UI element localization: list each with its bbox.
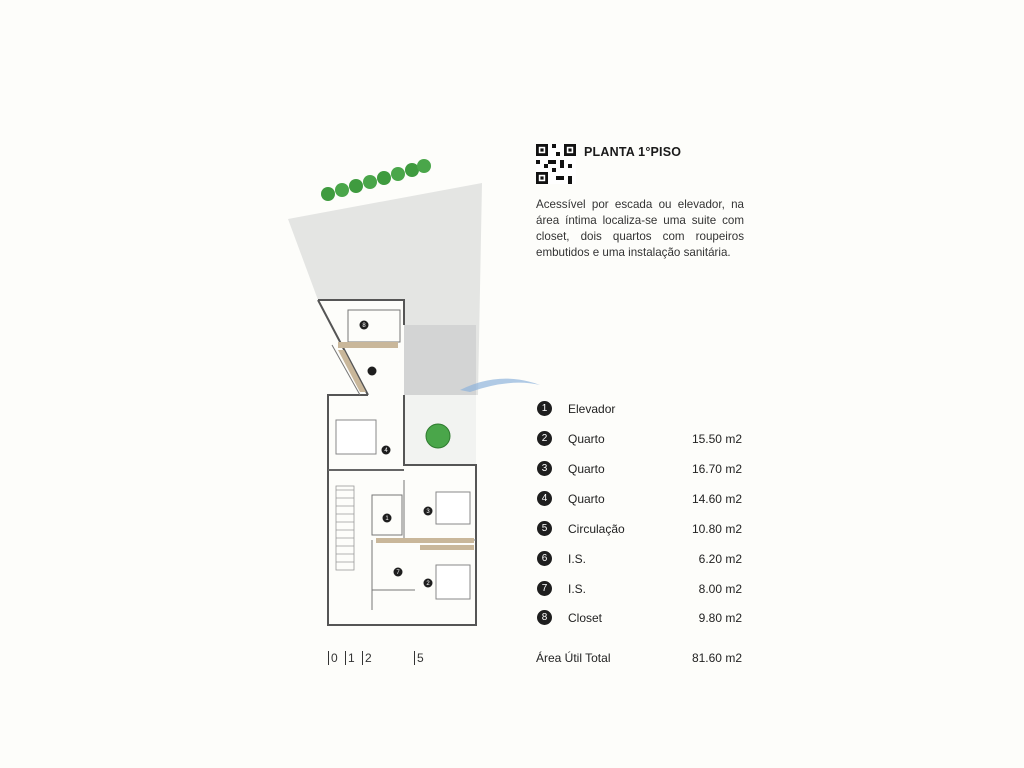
legend-row: [536, 400, 744, 420]
legend-label: Elevador: [568, 402, 616, 416]
legend-row: [536, 609, 744, 629]
legend-row: [536, 460, 744, 480]
legend-row: [536, 520, 744, 540]
legend-area: 10.80 m2: [691, 522, 742, 536]
legend-number: 2: [537, 431, 552, 446]
legend-number: 1: [537, 401, 552, 416]
marker-6: 7: [396, 570, 400, 576]
legend-number: 7: [537, 581, 552, 596]
legend-area: 16.70 m2: [691, 462, 742, 476]
legend-number: 4: [537, 491, 552, 506]
legend-label: Quarto: [568, 462, 605, 476]
legend-row: [536, 580, 744, 600]
scale-tick-1: 1: [345, 651, 355, 665]
legend-label: I.S.: [568, 582, 587, 596]
legend-area: 14.60 m2: [691, 492, 742, 506]
marker-2: 2: [426, 581, 430, 587]
scale-tick-2: 2: [362, 651, 372, 665]
courtyard-tree: [426, 424, 450, 448]
legend-label: I.S.: [568, 552, 587, 566]
legend-area: 15.50 m2: [691, 432, 742, 446]
total-label: Área Útil Total: [536, 651, 611, 665]
legend-number: 8: [537, 610, 552, 625]
marker-7: 8: [362, 323, 366, 329]
legend-number: 5: [537, 521, 552, 536]
qr-code-icon: [536, 144, 576, 184]
tree-row: [321, 159, 431, 201]
marker-3: 3: [426, 509, 430, 515]
legend-area: 9.80 m2: [698, 611, 742, 625]
legend-number: 3: [537, 461, 552, 476]
legend-area: 8.00 m2: [698, 582, 742, 596]
description: Acessível por escada ou elevador, na área íntima localiza-se uma suite com closet, dois quartos com roupeiros embutidos e uma instalação sanitária.: [536, 198, 744, 259]
marker-1: 1: [385, 516, 389, 522]
total-area: 81.60 m2: [691, 651, 742, 665]
marker-4: 4: [384, 448, 388, 454]
legend-number: 6: [537, 551, 552, 566]
legend-label: Circulação: [568, 522, 625, 536]
legend-label: Quarto: [568, 492, 605, 506]
legend-label: Closet: [568, 611, 603, 625]
legend-row: [536, 490, 744, 510]
scale-tick-5: 5: [414, 651, 424, 665]
stairs: [336, 486, 354, 570]
legend-row: [536, 550, 744, 570]
scale-tick-0: 0: [328, 651, 338, 665]
legend-label: Quarto: [568, 432, 605, 446]
page-title: PLANTA 1°PISO: [584, 145, 682, 159]
legend-area: 6.20 m2: [698, 552, 742, 566]
legend-row: [536, 430, 744, 450]
